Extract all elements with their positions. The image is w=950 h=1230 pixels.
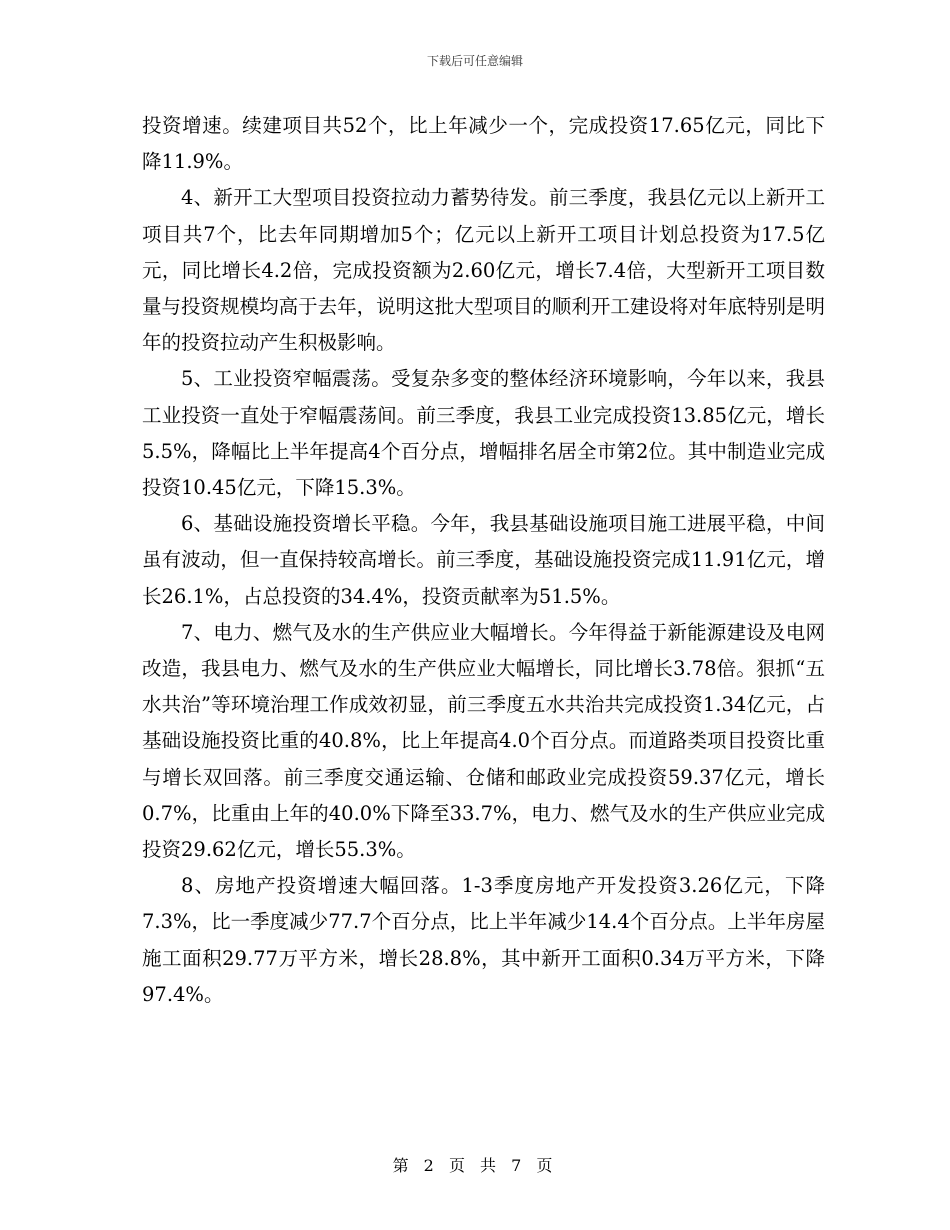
paragraph-6-infrastructure: 6、基础设施投资增长平稳。今年，我县基础设施项目施工进展平稳，中间虽有波动，但一直保持较高增长。前三季度，基础设施投资完成11.91亿元，增长26.1%，占总投资的34.4%，投资贡献率为51.5%。 bbox=[142, 512, 825, 608]
paragraph-continuation: 投资增速。续建项目共52个，比上年减少一个，完成投资17.65亿元，同比下降11.9%。 bbox=[142, 114, 825, 174]
paragraph-7-utilities: 7、电力、燃气及水的生产供应业大幅增长。今年得益于新能源建设及电网改造，我县电力、燃气及水的生产供应业大幅增长，同比增长3.78倍。狠抓“五水共治”等环境治理工作成效初显，前三季度五水共治共完成投资1.34亿元，占基础设施投资比重的40.8%，比上年提高4.0个百分点。而道路类项目投资比重与增长双回落。前三季度交通运输、仓储和邮政业完成投资59.37亿元，增长0.7%，比重由上年的40.0%下降至33.7%，电力、燃气及水的生产供应业完成投资29.62亿元，增长55.3%。 bbox=[142, 620, 825, 862]
page-number-footer: 第 2 页 共 7 页 bbox=[392, 1156, 558, 1175]
paragraph-5-industrial-investment: 5、工业投资窄幅震荡。受复杂多变的整体经济环境影响，今年以来，我县工业投资一直处于窄幅震荡间。前三季度，我县工业完成投资13.85亿元，增长5.5%，降幅比上半年提高4个百分点，增幅排名居全市第2位。其中制造业完成投资10.45亿元，下降15.3%。 bbox=[142, 367, 825, 500]
page-header: 下载后可任意编辑 bbox=[426, 54, 523, 68]
paragraph-4-new-projects: 4、新开工大型项目投资拉动力蓄势待发。前三季度，我县亿元以上新开工项目共7个，比去年同期增加5个；亿元以上新开工项目计划总投资为17.5亿元，同比增长4.2倍，完成投资额为2.60亿元，增长7.4倍，大型新开工项目数量与投资规模均高于去年，说明这批大型项目的顺利开工建设将对年底特别是明年的投资拉动产生积极影响。 bbox=[142, 186, 825, 355]
document-body bbox=[142, 108, 825, 1013]
paragraph-8-real-estate: 8、房地产投资增速大幅回落。1-3季度房地产开发投资3.26亿元，下降7.3%，比一季度减少77.7个百分点，比上半年减少14.4个百分点。上半年房屋施工面积29.77万平方米，增长28.8%，其中新开工面积0.34万平方米，下降97.4%。 bbox=[142, 874, 825, 1006]
